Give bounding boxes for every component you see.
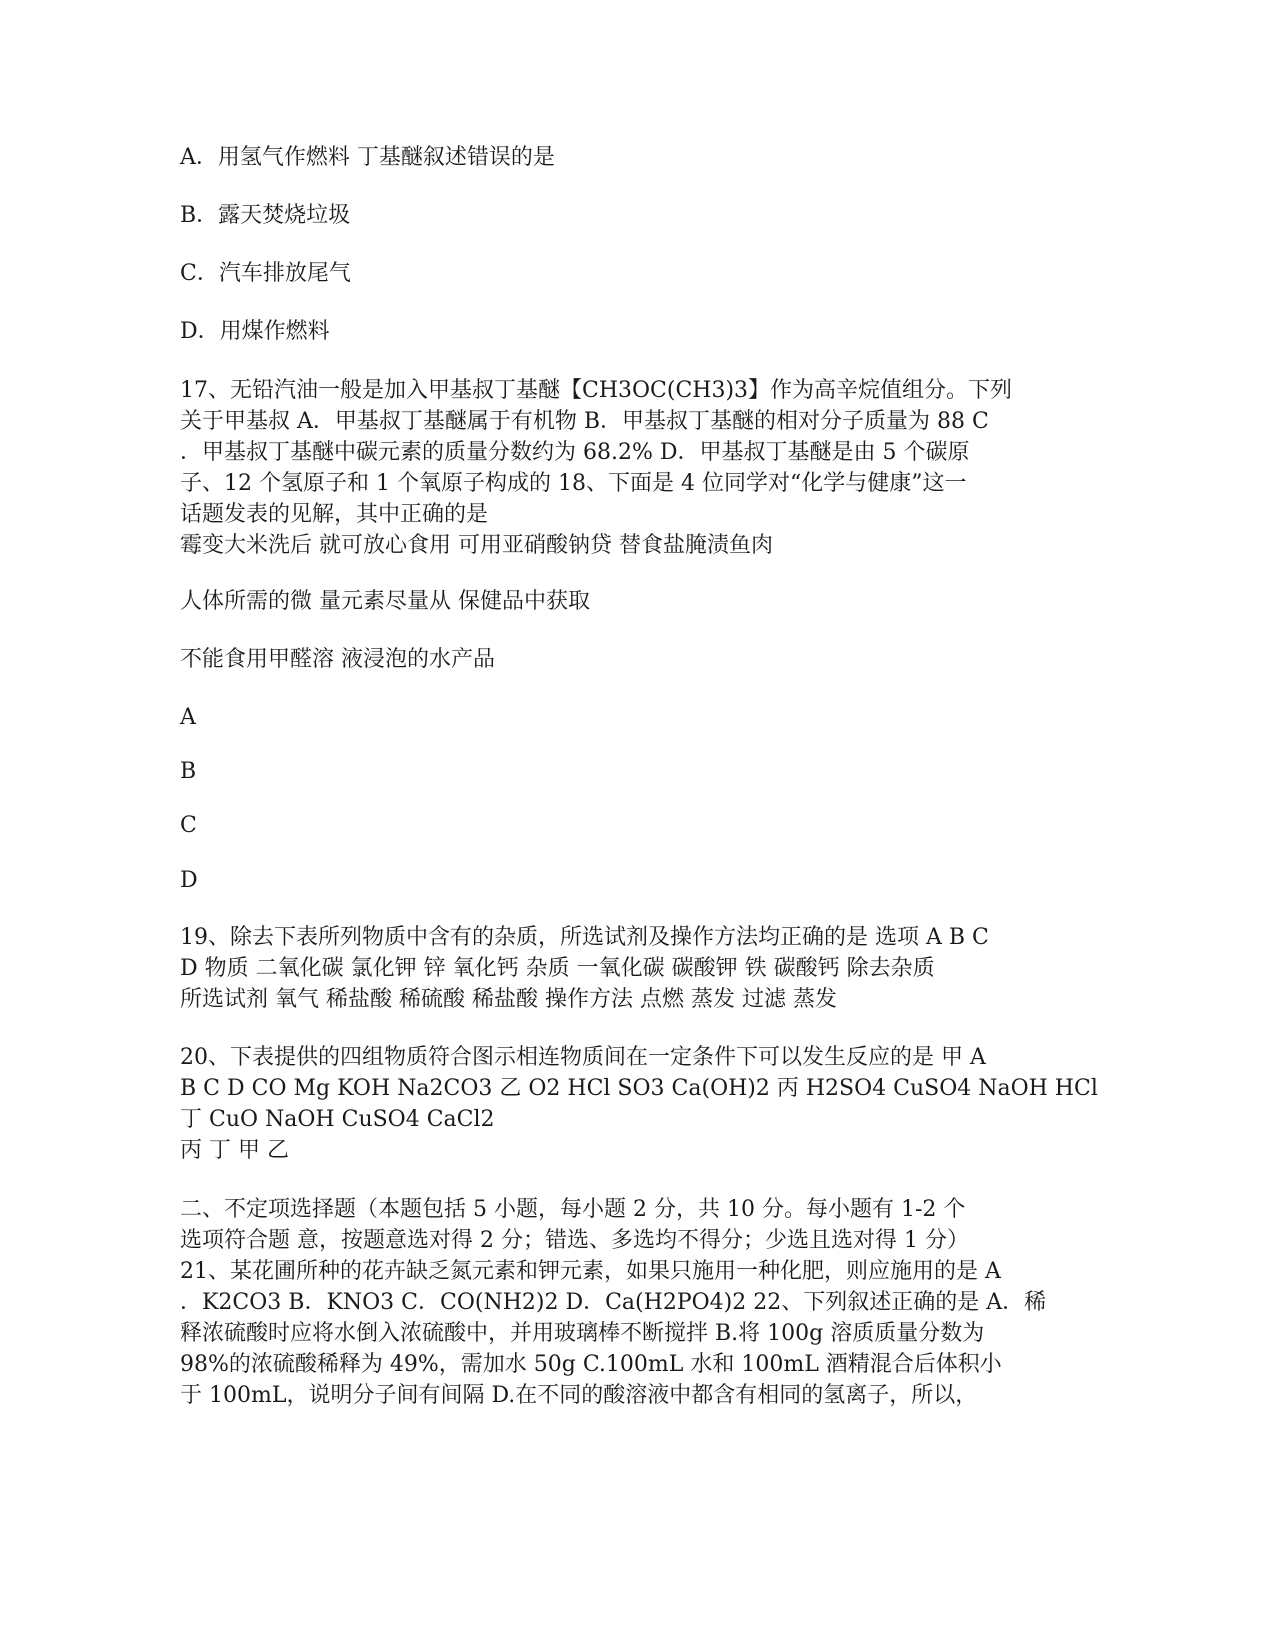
section-2-paragraph bbox=[180, 1194, 1080, 1411]
option-b: B．露天焚烧垃圾 bbox=[180, 203, 351, 228]
text-line: B C D CO Mg KOH Na2CO3 乙 O2 HCl SO3 Ca(OH)2 丙 H2SO4 CuSO4 NaOH HCl bbox=[180, 1076, 1098, 1101]
text-line: 20、下表提供的四组物质符合图示相连物质间在一定条件下可以发生反应的是 甲 A bbox=[180, 1045, 986, 1070]
text-line: 丁 CuO NaOH CuSO4 CaCl2 bbox=[180, 1107, 495, 1132]
question-20-paragraph bbox=[180, 1042, 1098, 1166]
question-19-paragraph bbox=[180, 922, 1080, 1015]
text-line: 话题发表的见解，其中正确的是 bbox=[180, 502, 489, 527]
text-line: 子、12 个氢原子和 1 个氧原子构成的 18、下面是 4 位同学对“化学与健康”这一 bbox=[180, 471, 967, 496]
text-line: 所选试剂 氧气 稀盐酸 稀硫酸 稀盐酸 操作方法 点燃 蒸发 过滤 蒸发 bbox=[180, 987, 837, 1012]
text-line: ．甲基叔丁基醚中碳元素的质量分数约为 68.2% D．甲基叔丁基醚是由 5 个碳原 bbox=[180, 440, 970, 465]
text-line: 19、除去下表所列物质中含有的杂质，所选试剂及操作方法均正确的是 选项 A B C bbox=[180, 925, 989, 950]
text-line: 霉变大米洗后 就可放心食用 可用亚硝酸钠贷 替食盐腌渍鱼肉 bbox=[180, 533, 773, 558]
option-a: A．用氢气作燃料 丁基醚叙述错误的是 bbox=[180, 145, 555, 170]
q18-choice-c: C bbox=[180, 813, 197, 838]
option-d: D．用煤作燃料 bbox=[180, 319, 330, 344]
q18-item: 不能食用甲醛溶 液浸泡的水产品 bbox=[180, 647, 495, 672]
text-line: 17、无铅汽油一般是加入甲基叔丁基醚【CH3OC(CH3)3】作为高辛烷值组分。下列 bbox=[180, 378, 1013, 403]
q18-choice-a: A bbox=[180, 705, 196, 730]
q18-item: 人体所需的微 量元素尽量从 保健品中获取 bbox=[180, 589, 590, 614]
text-line: 释浓硫酸时应将水倒入浓硫酸中，并用玻璃棒不断搅拌 B.将 100g 溶质质量分数为 bbox=[180, 1321, 985, 1346]
text-line: D 物质 二氧化碳 氯化钾 锌 氧化钙 杂质 一氧化碳 碳酸钾 铁 碳酸钙 除去杂质 bbox=[180, 956, 935, 981]
text-line: 选项符合题 意，按题意选对得 2 分；错选、多选均不得分；少选且选对得 1 分） bbox=[180, 1228, 969, 1253]
text-line: 关于甲基叔 A．甲基叔丁基醚属于有机物 B．甲基叔丁基醚的相对分子质量为 88 C bbox=[180, 409, 989, 434]
text-line: ．K2CO3 B．KNO3 C．CO(NH2)2 D．Ca(H2PO4)2 22、下列叙述正确的是 A．稀 bbox=[180, 1290, 1047, 1315]
text-line: 98%的浓硫酸稀释为 49%，需加水 50g C.100mL 水和 100mL 酒精混合后体积小 bbox=[180, 1352, 1002, 1377]
text-line: 丙 丁 甲 乙 bbox=[180, 1138, 289, 1163]
text-line: 二、不定项选择题（本题包括 5 小题，每小题 2 分，共 10 分。每小题有 1-2 个 bbox=[180, 1197, 966, 1222]
question-17-paragraph bbox=[180, 375, 1080, 561]
text-line: 21、某花圃所种的花卉缺乏氮元素和钾元素，如果只施用一种化肥，则应施用的是 A bbox=[180, 1259, 1001, 1284]
text-line: 于 100mL，说明分子间有间隔 D.在不同的酸溶液中都含有相同的氢离子，所以， bbox=[180, 1383, 978, 1408]
q18-choice-d: D bbox=[180, 868, 198, 893]
option-c: C．汽车排放尾气 bbox=[180, 261, 351, 286]
q18-choice-b: B bbox=[180, 759, 197, 784]
